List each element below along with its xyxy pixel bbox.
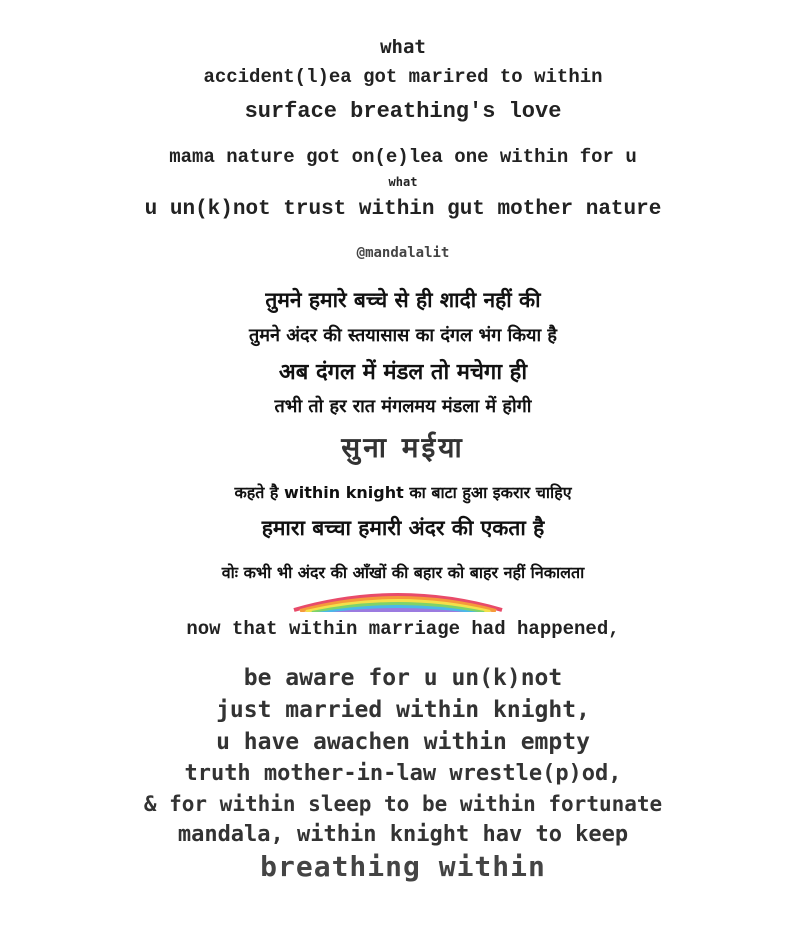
english-line-8: breathing within (260, 850, 546, 883)
english-line-6: & for within sleep to be within fortunate (143, 792, 663, 816)
hindi-heading: सुना मईया (341, 431, 465, 464)
hindi-line-8: वोः कभी भी अंदर की आँखों की बहार को बाहर नहीं निकालता (221, 563, 585, 582)
poem-line-3: surface breathing's love (244, 99, 562, 124)
english-line-7: mandala, within knight hav to keep (177, 822, 629, 847)
hindi-line-3: अब दंगल में मंडल तो मचेगा ही (278, 360, 528, 385)
english-line-5: truth mother-in-law wrestle(p)od, (184, 761, 622, 786)
english-line-3: just married within knight, (216, 697, 590, 723)
hindi-line-4: तभी तो हर रात मंगलमय मंडला में होगी (274, 396, 532, 417)
poem-line-what-2: what (388, 175, 418, 189)
rainbow-icon (290, 588, 506, 612)
poem-line-what-1: what (380, 36, 426, 58)
hindi-line-7: हमारा बच्चा हमारी अंदर की एकता है (261, 516, 545, 540)
poem-line-4: mama nature got on(e)lea one within for u (169, 146, 637, 168)
author-handle: @mandalalit (356, 245, 450, 261)
english-line-4: u have awachen within empty (216, 729, 590, 755)
english-line-1: now that within marriage had happened, (186, 618, 620, 640)
hindi-line-6: कहते है within knight का बाटा हुआ इकरार चाहिए (234, 483, 572, 502)
poem-line-6: u un(k)not trust within gut mother nature (144, 198, 662, 221)
poem-line-2: accident(l)ea got marired to within (203, 66, 603, 88)
hindi-line-2: तुमने अंदर की स्तयासास का दंगल भंग किया है (249, 325, 557, 346)
english-line-2: be aware for u un(k)not (243, 665, 563, 691)
hindi-line-1: तुमने हमारे बच्चे से ही शादी नहीं की (265, 288, 541, 312)
